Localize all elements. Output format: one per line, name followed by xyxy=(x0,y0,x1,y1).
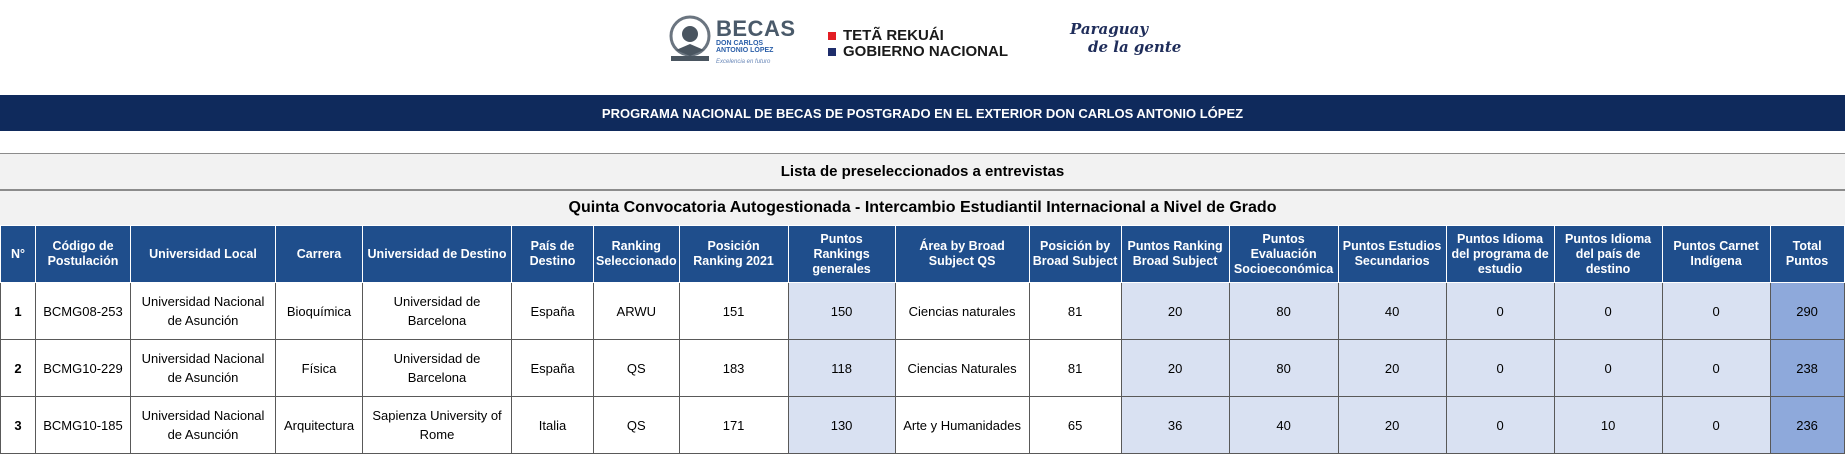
cell-puntos-subject: 20 xyxy=(1121,340,1229,397)
cell-universidad-destino: Universidad de Barcelona xyxy=(363,340,512,397)
candidates-table xyxy=(0,225,1845,454)
cell-area: Ciencias Naturales xyxy=(895,340,1029,397)
becas-emblem-icon xyxy=(668,12,712,64)
header-puntos-secundarios: Puntos Estudios Secundarios xyxy=(1338,226,1446,283)
cell-posicion-ranking: 151 xyxy=(679,283,788,340)
cell-puntos-secundarios: 20 xyxy=(1338,340,1446,397)
becas-tagline: Excelencia en futuro xyxy=(716,59,771,65)
table-header-row xyxy=(1,226,1845,283)
header-ranking: Ranking Seleccionado xyxy=(594,226,680,283)
cell-carrera: Física xyxy=(276,340,363,397)
cell-ranking: QS xyxy=(594,397,680,454)
cell-universidad-destino: Universidad de Barcelona xyxy=(363,283,512,340)
table-row xyxy=(1,283,1845,340)
header-pais-destino: País de Destino xyxy=(512,226,594,283)
blue-square-icon xyxy=(828,48,836,56)
cell-puntos-rankings: 150 xyxy=(788,283,895,340)
cell-pais: España xyxy=(512,283,594,340)
cell-ranking: QS xyxy=(594,340,680,397)
cell-universidad-local: Universidad Nacional de Asunción xyxy=(131,283,276,340)
paraguay-logo xyxy=(1070,20,1181,56)
cell-total: 236 xyxy=(1770,397,1844,454)
header-codigo: Código de Postulación xyxy=(36,226,131,283)
header-carnet-indigena: Puntos Carnet Indígena xyxy=(1662,226,1770,283)
cell-numero: 3 xyxy=(1,397,36,454)
gobierno-logo xyxy=(828,28,1018,62)
cell-universidad-local: Universidad Nacional de Asunción xyxy=(131,340,276,397)
table-row xyxy=(1,397,1845,454)
cell-posicion-ranking: 183 xyxy=(679,340,788,397)
cell-idioma-programa: 0 xyxy=(1446,397,1554,454)
header-universidad-destino: Universidad de Destino xyxy=(363,226,512,283)
becas-subtitle: DON CARLOS ANTONIO LÓPEZ xyxy=(716,40,774,54)
header-puntos-rankings: Puntos Rankings generales xyxy=(788,226,895,283)
paraguay-line-1: Paraguay xyxy=(1070,20,1149,38)
cell-codigo: BCMG08-253 xyxy=(36,283,131,340)
cell-universidad-destino: Sapienza University of Rome xyxy=(363,397,512,454)
cell-puntos-socioeconomica: 80 xyxy=(1229,283,1338,340)
cell-carnet-indigena: 0 xyxy=(1662,340,1770,397)
cell-posicion-ranking: 171 xyxy=(679,397,788,454)
header-posicion-ranking: Posición Ranking 2021 xyxy=(679,226,788,283)
cell-total: 238 xyxy=(1770,340,1844,397)
logo-header xyxy=(0,0,1845,95)
cell-codigo: BCMG10-185 xyxy=(36,397,131,454)
becas-title: BECAS xyxy=(716,16,796,41)
header-idioma-pais: Puntos Idioma del país de destino xyxy=(1554,226,1662,283)
cell-puntos-subject: 36 xyxy=(1121,397,1229,454)
cell-idioma-pais: 10 xyxy=(1554,397,1662,454)
cell-codigo: BCMG10-229 xyxy=(36,340,131,397)
cell-numero: 2 xyxy=(1,340,36,397)
program-title: PROGRAMA NACIONAL DE BECAS DE POSTGRADO EN EL EXTERIOR DON CARLOS ANTONIO LÓPEZ xyxy=(0,95,1845,131)
cell-area: Arte y Humanidades xyxy=(895,397,1029,454)
cell-posicion-subject: 81 xyxy=(1029,340,1121,397)
cell-posicion-subject: 65 xyxy=(1029,397,1121,454)
cell-pais: Italia xyxy=(512,397,594,454)
paraguay-line-2: de la gente xyxy=(1088,38,1182,56)
header-carrera: Carrera xyxy=(276,226,363,283)
header-idioma-programa: Puntos Idioma del programa de estudio xyxy=(1446,226,1554,283)
cell-posicion-subject: 81 xyxy=(1029,283,1121,340)
header-puntos-socioeconomica: Puntos Evaluación Socioeconómica xyxy=(1229,226,1338,283)
header-total: Total Puntos xyxy=(1770,226,1844,283)
cell-idioma-pais: 0 xyxy=(1554,283,1662,340)
gobierno-line-2: GOBIERNO NACIONAL xyxy=(843,43,1008,60)
cell-numero: 1 xyxy=(1,283,36,340)
cell-idioma-pais: 0 xyxy=(1554,340,1662,397)
cell-ranking: ARWU xyxy=(594,283,680,340)
cell-carrera: Bioquímica xyxy=(276,283,363,340)
cell-carnet-indigena: 0 xyxy=(1662,283,1770,340)
gobierno-line-1: TETÃ REKUÁI xyxy=(843,27,944,44)
cell-idioma-programa: 0 xyxy=(1446,340,1554,397)
list-title: Lista de preseleccionados a entrevistas xyxy=(0,153,1845,190)
cell-puntos-socioeconomica: 40 xyxy=(1229,397,1338,454)
cell-puntos-socioeconomica: 80 xyxy=(1229,340,1338,397)
cell-pais: España xyxy=(512,340,594,397)
cell-puntos-rankings: 118 xyxy=(788,340,895,397)
header-universidad-local: Universidad Local xyxy=(131,226,276,283)
cell-universidad-local: Universidad Nacional de Asunción xyxy=(131,397,276,454)
cell-carnet-indigena: 0 xyxy=(1662,397,1770,454)
cell-puntos-rankings: 130 xyxy=(788,397,895,454)
becas-logo xyxy=(668,6,796,68)
header-posicion-subject: Posición by Broad Subject xyxy=(1029,226,1121,283)
cell-total: 290 xyxy=(1770,283,1844,340)
cell-puntos-secundarios: 40 xyxy=(1338,283,1446,340)
call-title: Quinta Convocatoria Autogestionada - Intercambio Estudiantil Internacional a Nivel de Grado xyxy=(0,190,1845,226)
table-row xyxy=(1,340,1845,397)
cell-area: Ciencias naturales xyxy=(895,283,1029,340)
cell-puntos-secundarios: 20 xyxy=(1338,397,1446,454)
cell-idioma-programa: 0 xyxy=(1446,283,1554,340)
header-puntos-subject: Puntos Ranking Broad Subject xyxy=(1121,226,1229,283)
header-area: Área by Broad Subject QS xyxy=(895,226,1029,283)
cell-carrera: Arquitectura xyxy=(276,397,363,454)
cell-puntos-subject: 20 xyxy=(1121,283,1229,340)
header-numero: N° xyxy=(1,226,36,283)
red-square-icon xyxy=(828,32,836,40)
